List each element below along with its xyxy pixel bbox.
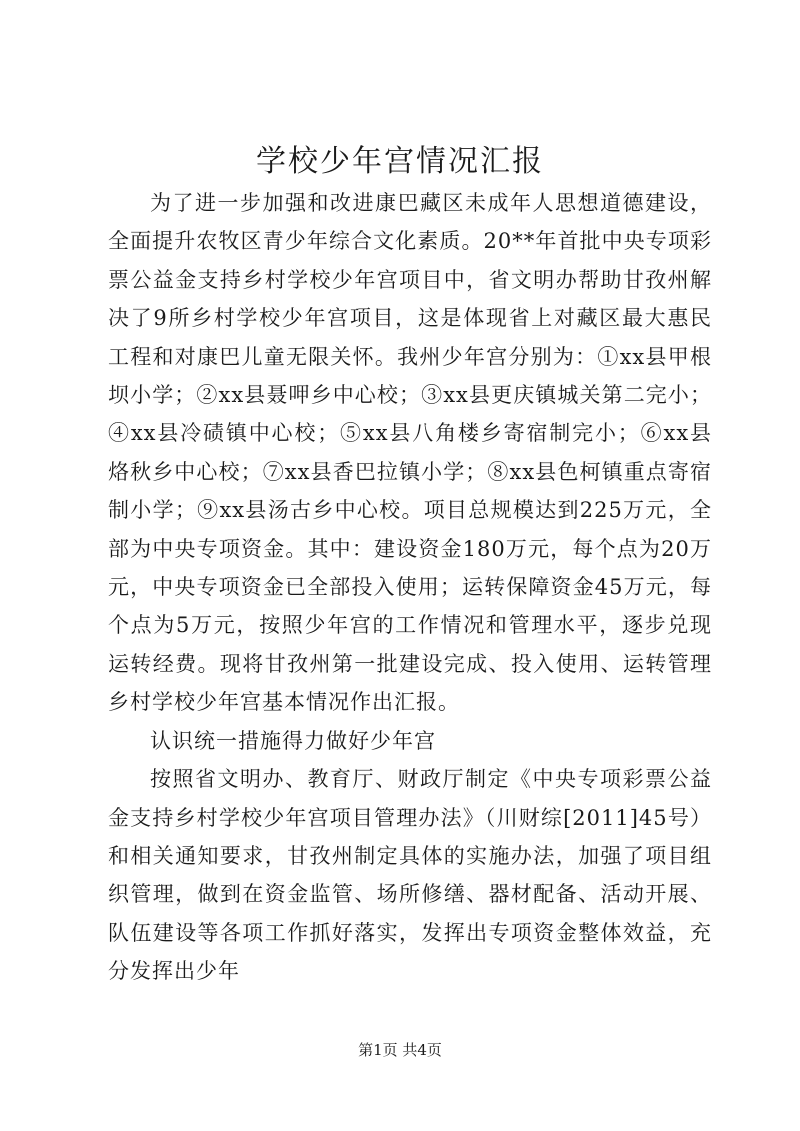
document-body xyxy=(108,184,712,991)
document-title: 学校少年宫情况汇报 xyxy=(256,144,544,179)
page-footer: 第1页 共4页 xyxy=(358,1041,442,1059)
section-heading: 认识统一措施得力做好少年宫 xyxy=(150,728,436,753)
paragraph-section-1: 按照省文明办、教育厅、财政厅制定《中央专项彩票公益金支持乡村学校少年宫项目管理办法》（川财综[2011]45号）和相关通知要求，甘孜州制定具体的实施办法，加强了项目组织管理，做到在资金监管、场所修缮、器材配备、活动开展、队伍建设等各项工作抓好落实，发挥出专项资金整体效益，充分发挥出少年 xyxy=(108,767,712,984)
paragraph-intro: 为了进一步加强和改进康巴藏区未成年人思想道德建设，全面提升农牧区青少年综合文化素质。20**年首批中央专项彩票公益金支持乡村学校少年宫项目中，省文明办帮助甘孜州解决了9所乡村学校少年宫项目，这是体现省上对藏区最大惠民工程和对康巴儿童无限关怀。我州少年宫分别为：①xx县甲根坝小学；②xx县聂呷乡中心校；③xx县更庆镇城关第二完小；④xx县冷碛镇中心校；⑤xx县八角楼乡寄宿制完小；⑥xx县烙秋乡中心校；⑦xx县香巴拉镇小学；⑧xx县色柯镇重点寄宿制小学；⑨xx县汤古乡中心校。项目总规模达到225万元，全部为中央专项资金。其中：建设资金180万元，每个点为20万元，中央专项资金已全部投入使用；运转保障资金45万元，每个点为5万元，按照少年宫的工作情况和管理水平，逐步兑现运转经费。现将甘孜州第一批建设完成、投入使用、运转管理乡村学校少年宫基本情况作出汇报。 xyxy=(108,191,712,715)
